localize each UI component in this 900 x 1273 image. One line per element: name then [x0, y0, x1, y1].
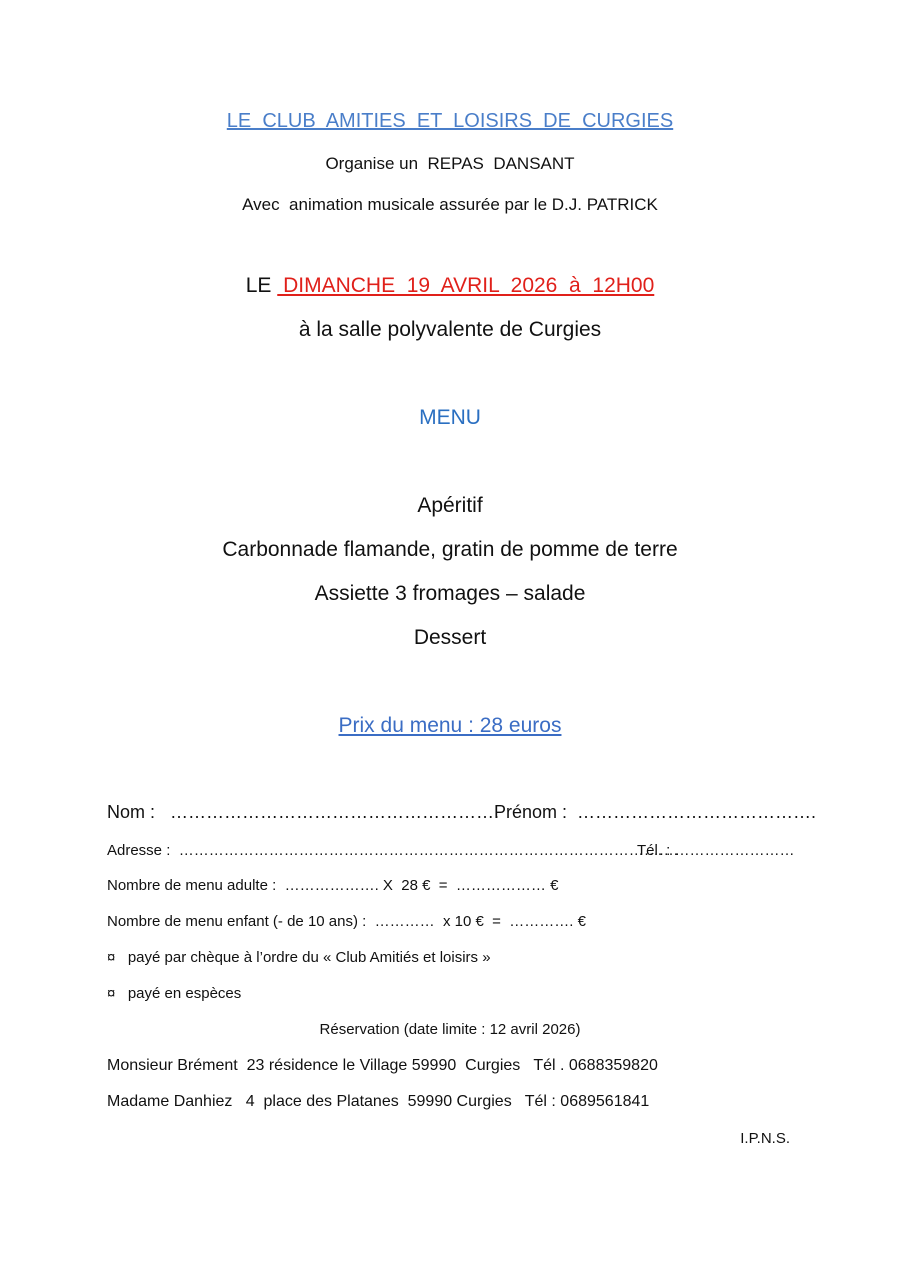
menu-price: Prix du menu : 28 euros — [338, 714, 562, 737]
event-venue: à la salle polyvalente de Curgies — [298, 318, 602, 341]
contact-danhiez: Madame Danhiez 4 place des Platanes 59990 Curgies Tél : 0689561841 — [107, 1093, 650, 1110]
date-prefix: LE — [245, 274, 278, 297]
payment-cheque-option[interactable]: ¤ payé par chèque à l’ordre du « Club Amitiés et loisirs » — [107, 949, 491, 966]
tel-field[interactable]: Tél. : …………………… — [637, 842, 795, 859]
menu-item: Dessert — [413, 626, 487, 649]
menu-item: Carbonnade flamande, gratin de pomme de terre — [222, 538, 678, 561]
reservation-deadline: Réservation (date limite : 12 avril 2026) — [319, 1021, 581, 1038]
menu-item: Apéritif — [417, 494, 483, 517]
music-line: Avec animation musicale assurée par le D.J. PATRICK — [242, 195, 658, 214]
event-type-line: Organise un REPAS DANSANT — [325, 154, 575, 173]
child-menu-count-field[interactable]: Nombre de menu enfant (- de 10 ans) : ………… x 10 € = …………. € — [107, 913, 586, 930]
menu-item: Assiette 3 fromages – salade — [314, 582, 586, 605]
nom-field[interactable]: Nom : ………………………………………………. — [107, 802, 500, 822]
adult-menu-count-field[interactable]: Nombre de menu adulte : ………………. X 28 € = ……………… € — [107, 877, 559, 894]
contact-brement: Monsieur Brément 23 résidence le Village 59990 Curgies Tél . 0688359820 — [107, 1057, 658, 1074]
event-date-line — [0, 274, 900, 298]
club-name: LE CLUB AMITIES ET LOISIRS DE CURGIES — [226, 110, 674, 132]
ipns-mark: I.P.N.S. — [740, 1130, 790, 1147]
adresse-field[interactable]: Adresse : ………………………………………………………………………………………. — [107, 842, 678, 859]
event-date: DIMANCHE 19 AVRIL 2026 à 12H00 — [277, 274, 655, 297]
menu-title: MENU — [419, 406, 481, 429]
prenom-field[interactable]: Prénom : …………………………………. — [494, 802, 817, 822]
payment-cash-option[interactable]: ¤ payé en espèces — [107, 985, 242, 1002]
